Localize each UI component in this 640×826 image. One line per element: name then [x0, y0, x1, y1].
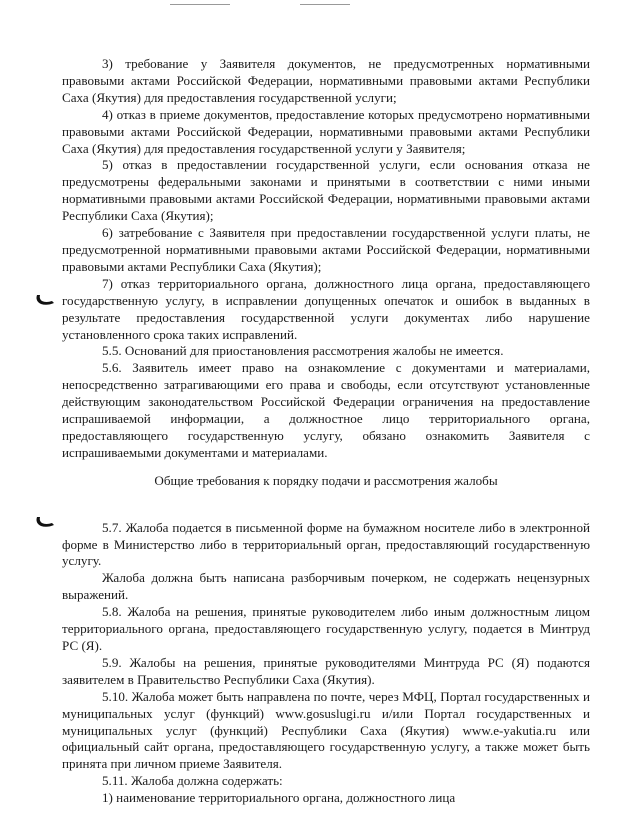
paragraph: 4) отказ в приеме документов, предоставление которых предусмотрено нормативными правовыми актами Российской Федерации, нормативными правовыми актами Республики Саха (Якутия) для предоставления государственной услуги у Заявителя;	[62, 106, 590, 156]
paragraph: Жалоба должна быть написана разборчивым почерком, не содержать нецензурных выражений.	[62, 570, 590, 603]
paragraph: 5.5. Оснований для приостановления рассмотрения жалобы не имеется.	[102, 343, 504, 359]
paragraph: 5.10. Жалоба может быть направлена по почте, через МФЦ, Портал государственных и муниципальных услуг (функций) www.gosuslugi.ru и/или Портал государственных и муниципальных услуг (функций) Республики Саха (Якутия) www.e-yakutia.ru или официальный сайт органа, предоставляющего государственную услугу, а также может быть принята при личном приеме Заявителя.	[62, 688, 590, 772]
scan-edge-mark	[170, 4, 230, 5]
paragraph: 5) отказ в предоставлении государственной услуги, если основания отказа не предусмотрены федеральными законами и принятыми в соответствии с ними иными нормативными правовыми актами Российской Федерации, нормативными правовыми актами Республики Саха (Якутия);	[62, 157, 590, 224]
paragraph: 3) требование у Заявителя документов, не предусмотренных нормативными правовыми актами Российской Федерации, нормативными правовыми актами Республики Саха (Якутия) для предоставления государственной услуги;	[62, 56, 590, 105]
paragraph: 1) наименование территориального органа, должностного лица	[102, 790, 456, 806]
paragraph: 5.6. Заявитель имеет право на ознакомление с документами и материалами, непосредственно затрагивающими его права и свободы, если отсутствуют установленные действующим законодательством Российской Федерации ограничения на предоставление испрашиваемой информации, а должностное лицо территориального органа, предоставляющего государственную услугу, обязано ознакомить Заявителя с испрашиваемыми документами и материалами.	[62, 360, 590, 460]
paragraph: 5.8. Жалоба на решения, принятые руководителем либо иным должностным лицом территориального органа, предоставляющего государственную услугу, подается в Минтруд РС (Я).	[62, 604, 590, 653]
margin-bracket-mark	[34, 293, 56, 307]
paragraph: 5.11. Жалоба должна содержать:	[102, 773, 283, 789]
margin-bracket-mark	[34, 515, 56, 529]
spacer	[62, 490, 590, 520]
paragraph: 7) отказ территориального органа, должностного лица органа, предоставляющего государственную услугу, в исправлении допущенных опечаток и ошибок в выданных в результате предоставления государственной услуги документах либо нарушение установленного срока таких исправлений.	[62, 275, 590, 342]
scan-edge-mark	[300, 4, 350, 5]
paragraph: 6) затребование с Заявителя при предоставлении государственной услуги платы, не предусмотренной нормативными правовыми актами Российской Федерации, нормативными правовыми актами Республики Саха (Якутия);	[62, 225, 590, 274]
document-body	[62, 56, 590, 807]
paragraph: 5.9. Жалобы на решения, принятые руководителями Минтруда РС (Я) подаются заявителем в Правительство Республики Саха (Якутия).	[62, 654, 590, 687]
paragraph: 5.7. Жалоба подается в письменной форме на бумажном носителе либо в электронной форме в Министерство либо в территориальный орган, предоставляющий государственную услугу.	[62, 519, 590, 569]
section-heading: Общие требования к порядку подачи и рассмотрения жалобы	[154, 472, 498, 488]
